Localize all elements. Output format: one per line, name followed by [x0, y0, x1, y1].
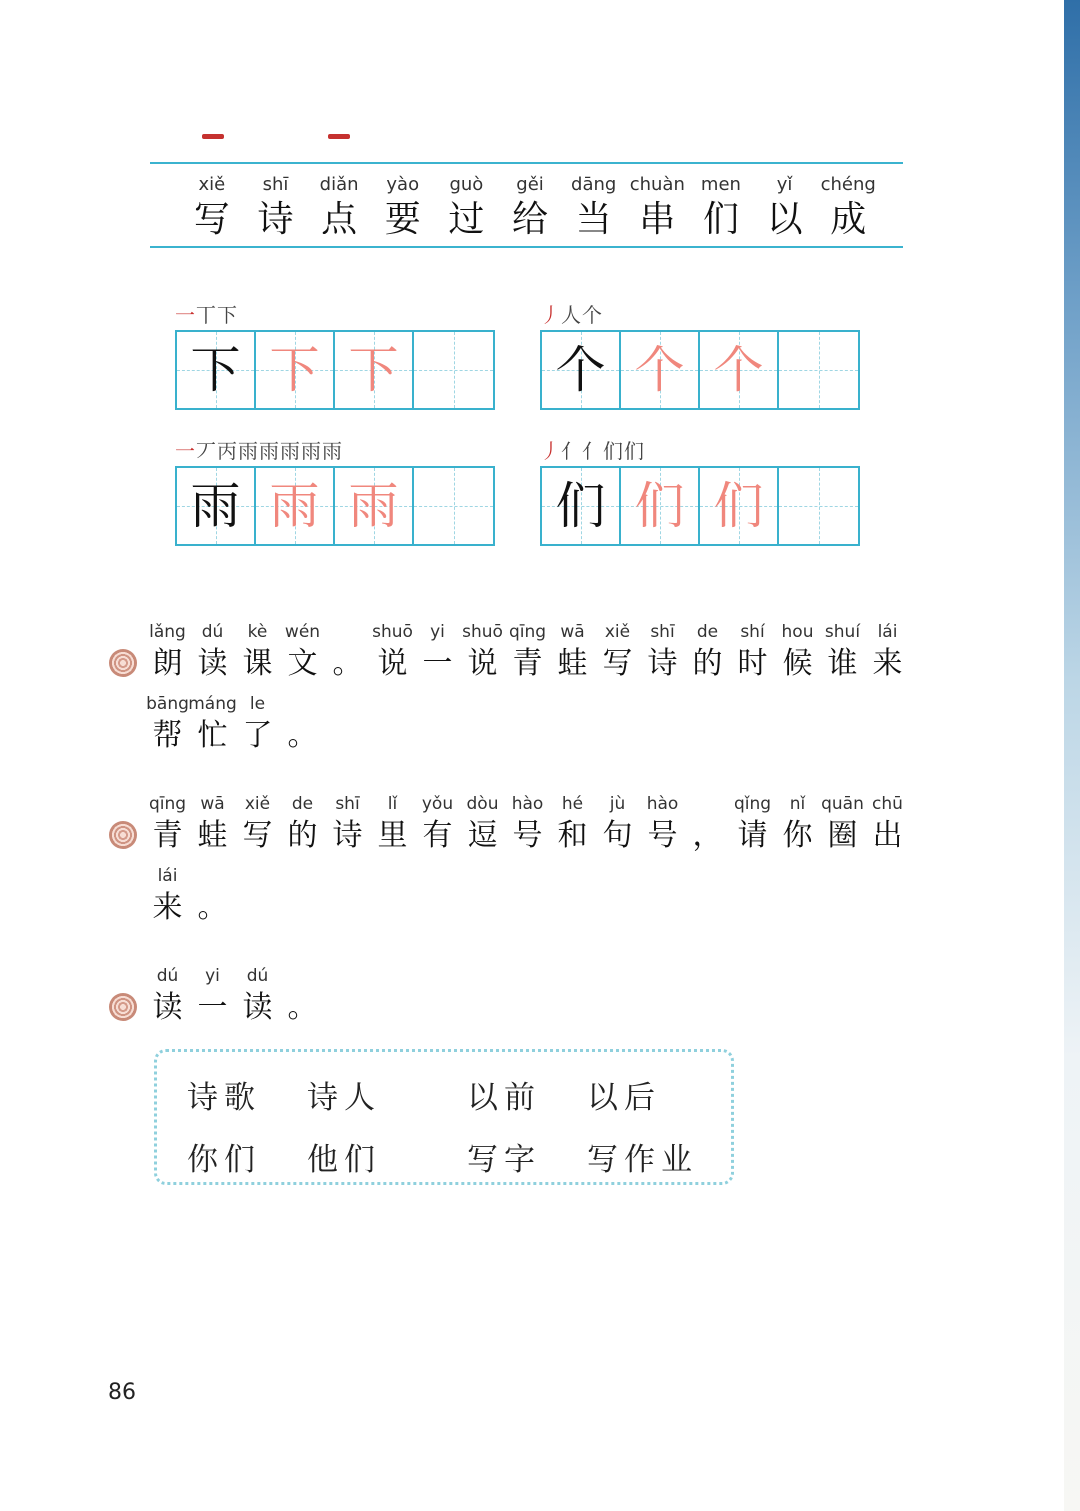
hanzi: 读	[152, 990, 183, 1025]
hanzi: 圈	[827, 818, 858, 853]
ruby-char	[235, 964, 280, 1028]
hanzi: 里	[377, 818, 408, 853]
pinyin: dú	[156, 966, 179, 986]
ruby-char	[280, 792, 325, 856]
task2-line2	[145, 864, 235, 928]
pinyin: shī	[650, 622, 675, 642]
hanzi: 号	[512, 818, 543, 853]
hanzi: 读	[242, 990, 273, 1025]
pinyin: xiě	[244, 794, 271, 814]
hanzi: 说	[377, 646, 408, 681]
bottom-rule	[150, 246, 903, 248]
vocab-word: 你们	[187, 1142, 261, 1178]
pinyin: lǎng	[149, 622, 186, 642]
hanzi: 你	[782, 818, 813, 853]
ruby-char	[235, 620, 280, 684]
ruby-char	[505, 620, 550, 684]
hanzi: 诗	[257, 199, 294, 240]
pinyin: shī	[262, 174, 289, 195]
ruby-char	[370, 620, 415, 684]
pinyin: hé	[561, 794, 584, 814]
pinyin: chéng	[820, 174, 876, 195]
vocab-word: 诗人	[307, 1080, 381, 1116]
ruby-char	[865, 792, 910, 856]
pinyin: dāng	[571, 174, 617, 195]
hanzi: 给	[512, 199, 549, 240]
writing-block-yu	[175, 436, 495, 546]
ruby-char	[550, 792, 595, 856]
hanzi: 青	[512, 646, 543, 681]
writing-block-men	[540, 436, 860, 546]
vocab-word: 以后	[587, 1080, 661, 1116]
pinyin: yào	[386, 174, 420, 195]
ruby-char	[145, 864, 190, 928]
empty-practice-box[interactable]	[414, 468, 493, 544]
ruby-char	[280, 964, 325, 1028]
hanzi: 。	[332, 646, 363, 681]
pinyin: shuí	[824, 622, 861, 642]
hanzi: 请	[737, 818, 768, 853]
ruby-char	[625, 172, 689, 242]
task-swirl-icon	[109, 993, 137, 1021]
ruby-char	[235, 792, 280, 856]
hanzi: 号	[647, 818, 678, 853]
ruby-char	[460, 620, 505, 684]
task3-line1	[145, 964, 325, 1028]
vocabulary-box	[154, 1049, 734, 1185]
ruby-char	[562, 172, 626, 242]
hanzi: 蛙	[197, 818, 228, 853]
hanzi: 。	[197, 890, 228, 925]
empty-practice-box[interactable]	[779, 468, 858, 544]
ruby-char	[820, 792, 865, 856]
ruby-char	[280, 692, 325, 756]
pinyin: nǐ	[789, 794, 806, 814]
ruby-char	[280, 620, 325, 684]
hanzi: 有	[422, 818, 453, 853]
vocab-word: 以前	[467, 1080, 541, 1116]
hanzi: 写	[193, 199, 230, 240]
ruby-char	[498, 172, 562, 242]
pinyin: qīng	[148, 794, 187, 814]
hanzi: 出	[872, 818, 903, 853]
hanzi: 。	[287, 990, 318, 1025]
hanzi: 成	[830, 199, 867, 240]
stroke-order: 丿人个	[540, 303, 603, 327]
ruby-char	[190, 792, 235, 856]
ruby-char	[325, 792, 370, 856]
new-words-row	[180, 172, 880, 242]
hanzi: 帮	[152, 718, 183, 753]
pinyin: wén	[284, 622, 321, 642]
pinyin: diǎn	[319, 174, 359, 195]
pinyin: dú	[201, 622, 224, 642]
hanzi: 文	[287, 646, 318, 681]
ruby-char	[370, 792, 415, 856]
hanzi: 谁	[827, 646, 858, 681]
ruby-char	[145, 692, 190, 756]
hanzi: 课	[242, 646, 273, 681]
pinyin: shuō	[372, 622, 413, 642]
hanzi: 蛙	[557, 646, 588, 681]
ruby-char	[595, 792, 640, 856]
hanzi: 和	[557, 818, 588, 853]
stroke-order: 丿亻亻们们	[540, 439, 645, 463]
hanzi: 要	[384, 199, 421, 240]
ruby-char	[689, 172, 753, 242]
writing-block-ge	[540, 300, 860, 410]
pinyin: chū	[872, 794, 903, 814]
pinyin: qǐng	[733, 794, 772, 814]
hanzi: 了	[242, 718, 273, 753]
task1-line1	[145, 620, 910, 684]
ruby-char	[307, 172, 371, 242]
pinyin: yi	[430, 622, 445, 642]
ruby-char	[730, 620, 775, 684]
hanzi: 写	[602, 646, 633, 681]
ruby-char	[190, 620, 235, 684]
stroke-order: 一丅下	[175, 303, 238, 327]
pinyin: le	[249, 694, 266, 714]
hanzi: 诗	[647, 646, 678, 681]
ruby-char	[753, 172, 817, 242]
task2-line1	[145, 792, 910, 856]
tianzi-grid: 下 下 下	[175, 330, 495, 410]
ruby-char	[460, 792, 505, 856]
hanzi: 。	[287, 718, 318, 753]
empty-practice-box[interactable]	[779, 332, 858, 408]
pinyin: qīng	[508, 622, 547, 642]
tianzi-grid: 雨 雨 雨	[175, 466, 495, 546]
ruby-char	[816, 172, 880, 242]
page-number: 86	[108, 1380, 136, 1405]
vocab-word: 他们	[307, 1142, 381, 1178]
ruby-char	[865, 620, 910, 684]
pinyin: dú	[246, 966, 269, 986]
ruby-char	[415, 792, 460, 856]
empty-practice-box[interactable]	[414, 332, 493, 408]
hanzi: 诗	[332, 818, 363, 853]
ruby-char	[435, 172, 499, 242]
ruby-char	[775, 792, 820, 856]
vocab-word: 写字	[467, 1142, 541, 1178]
writing-block-xia	[175, 300, 495, 410]
top-rule	[150, 162, 903, 164]
pinyin: shí	[740, 622, 765, 642]
hanzi: 朗	[152, 646, 183, 681]
pinyin: men	[700, 174, 741, 195]
pinyin: de	[291, 794, 314, 814]
ruby-char	[550, 620, 595, 684]
pinyin: gěi	[516, 174, 544, 195]
pinyin: lǐ	[387, 794, 398, 814]
hanzi: 们	[702, 199, 739, 240]
ruby-char	[145, 620, 190, 684]
pinyin: lái	[157, 866, 178, 886]
pinyin: shuō	[462, 622, 503, 642]
ruby-char	[244, 172, 308, 242]
pinyin: yǐ	[776, 174, 793, 195]
hanzi: 一	[422, 646, 453, 681]
ruby-char	[180, 172, 244, 242]
ruby-char	[775, 620, 820, 684]
pinyin: quān	[821, 794, 864, 814]
hanzi: 当	[575, 199, 612, 240]
hanzi: 点	[321, 199, 358, 240]
task-swirl-icon	[109, 821, 137, 849]
ruby-char	[415, 620, 460, 684]
hanzi: 句	[602, 818, 633, 853]
hanzi: 过	[448, 199, 485, 240]
pinyin: máng	[188, 694, 237, 714]
hanzi: 以	[766, 199, 803, 240]
ruby-char	[190, 692, 235, 756]
hanzi: 的	[287, 818, 318, 853]
pinyin: wā	[200, 794, 225, 814]
ruby-char	[820, 620, 865, 684]
hanzi: 读	[197, 646, 228, 681]
pinyin: de	[696, 622, 719, 642]
hanzi: 来	[152, 890, 183, 925]
stroke-order: 一丆丙雨雨雨雨雨	[175, 439, 343, 463]
pinyin: wā	[560, 622, 585, 642]
pinyin: yi	[205, 966, 220, 986]
hanzi: 候	[782, 646, 813, 681]
tianzi-grid: 们 们 们	[540, 466, 860, 546]
ruby-char	[371, 172, 435, 242]
task-swirl-icon	[109, 649, 137, 677]
ruby-char	[640, 792, 685, 856]
top-stroke-marks	[200, 134, 400, 148]
hanzi: 串	[639, 199, 676, 240]
ruby-char	[145, 964, 190, 1028]
pinyin: bāng	[146, 694, 189, 714]
page-edge-decoration	[1064, 0, 1080, 1511]
hanzi: 逗	[467, 818, 498, 853]
hanzi: ，	[692, 818, 723, 853]
pinyin: jù	[609, 794, 626, 814]
hanzi: 一	[197, 990, 228, 1025]
ruby-char	[685, 792, 730, 856]
ruby-char	[145, 792, 190, 856]
hanzi: 说	[467, 646, 498, 681]
task1-line2	[145, 692, 325, 756]
vocab-word: 写作业	[587, 1142, 698, 1178]
hanzi: 写	[242, 818, 273, 853]
ruby-char	[595, 620, 640, 684]
ruby-char	[505, 792, 550, 856]
pinyin: xiě	[604, 622, 631, 642]
pinyin: shī	[335, 794, 360, 814]
hanzi: 来	[872, 646, 903, 681]
pinyin: xiě	[198, 174, 226, 195]
hanzi: 青	[152, 818, 183, 853]
pinyin: kè	[247, 622, 268, 642]
ruby-char	[685, 620, 730, 684]
tianzi-grid: 个 个 个	[540, 330, 860, 410]
pinyin: lái	[877, 622, 898, 642]
pinyin: hào	[646, 794, 679, 814]
hanzi: 的	[692, 646, 723, 681]
pinyin: yǒu	[421, 794, 454, 814]
hanzi: 时	[737, 646, 768, 681]
ruby-char	[235, 692, 280, 756]
pinyin: hào	[511, 794, 544, 814]
ruby-char	[640, 620, 685, 684]
ruby-char	[190, 964, 235, 1028]
pinyin: chuàn	[629, 174, 685, 195]
pinyin: guò	[449, 174, 484, 195]
pinyin: hou	[781, 622, 814, 642]
pinyin: dòu	[466, 794, 499, 814]
vocab-word: 诗歌	[187, 1080, 261, 1116]
ruby-char	[325, 620, 370, 684]
ruby-char	[730, 792, 775, 856]
hanzi: 忙	[197, 718, 228, 753]
ruby-char	[190, 864, 235, 928]
